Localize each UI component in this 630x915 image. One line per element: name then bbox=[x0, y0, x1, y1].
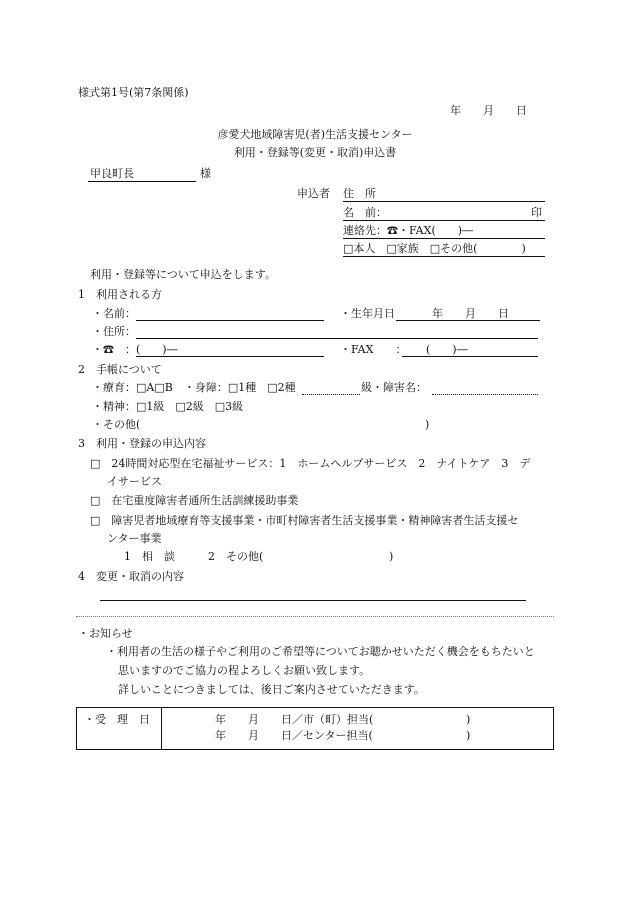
reception-label: ・受 理 日 bbox=[84, 713, 150, 726]
section3-heading: 3 利用・登録の申込内容 bbox=[78, 437, 206, 450]
form-title-line2: 利用・登録等(変更・取消)申込書 bbox=[233, 146, 397, 159]
applicant-contact: 連絡先：☎・FAX( )― bbox=[343, 224, 474, 237]
applicant-relation-underline bbox=[343, 256, 545, 257]
reception-center-close: ) bbox=[466, 729, 471, 742]
grade-field[interactable] bbox=[302, 394, 360, 395]
user-fax-value: ( )― bbox=[426, 343, 468, 356]
applicant-contact-field[interactable] bbox=[343, 238, 545, 239]
reception-city-close: ) bbox=[466, 713, 471, 726]
reception-center-row[interactable]: 年 月 日／センター担当( bbox=[215, 729, 373, 742]
disability-name-field[interactable] bbox=[432, 394, 538, 395]
applicant-address-field[interactable] bbox=[343, 201, 545, 202]
support-choice-label[interactable]: 1 相 談 2 その他( bbox=[124, 550, 264, 563]
applicant-address-label: 住 所 bbox=[343, 187, 376, 200]
service-option-support[interactable]: □ 障害児者地域療育等支援事業・市町村障害者生活支援事業・精神障害者生活支援セ bbox=[90, 514, 519, 527]
user-address-field[interactable] bbox=[136, 338, 538, 339]
change-content-field[interactable] bbox=[100, 600, 526, 601]
addressee-underline bbox=[88, 181, 196, 182]
birthdate-field[interactable] bbox=[396, 320, 540, 321]
form-title-line1: 彦愛犬地域障害児(者)生活支援センター bbox=[217, 128, 413, 141]
addressee: 甲良町長 様 bbox=[90, 167, 211, 180]
handbook-line1[interactable]: ・療育：□A□B ・身障：□1種 □2種 bbox=[92, 381, 296, 394]
notice-line1: ・利用者の生活の様子やご利用のご希望等についてお聴かせいただく機会をもちたいと bbox=[106, 645, 535, 658]
form-number: 様式第1号(第7条関係) bbox=[78, 86, 189, 99]
service-option-support-cont: ンター事業 bbox=[107, 532, 162, 545]
service-option-24h[interactable]: □ 24時間対応型在宅福祉サービス：1 ホームヘルプサービス 2 ナイトケア 3 デ bbox=[90, 457, 531, 470]
birthdate-ymd: 年 月 日 bbox=[432, 307, 509, 320]
date-line: 年 月 日 bbox=[450, 104, 527, 117]
reception-city-row[interactable]: 年 月 日／市（町）担当( bbox=[215, 713, 374, 726]
user-phone-label: ・☎ ：( )― bbox=[92, 343, 178, 356]
notice-line2: 思いますのでご協力の程よろしくお願い致します。 bbox=[118, 664, 371, 677]
service-option-day-training[interactable]: □ 在宅重度障害者通所生活訓練援助事業 bbox=[90, 494, 299, 507]
notice-line3: 詳しいことにつきましては、後日ご案内させていただきます。 bbox=[118, 683, 425, 696]
user-name-field[interactable] bbox=[136, 320, 324, 321]
service-option-24h-cont: イサービス bbox=[107, 475, 162, 488]
applicant-relation-options[interactable]: □本人 □家族 □その他( ) bbox=[343, 242, 526, 255]
dotted-separator bbox=[76, 616, 554, 617]
user-address-label: ・住所： bbox=[92, 325, 136, 338]
user-phone-field[interactable] bbox=[136, 356, 324, 357]
handbook-line2[interactable]: ・精神：□1級 □2級 □3級 bbox=[92, 400, 244, 413]
section2-heading: 2 手帳について bbox=[78, 363, 162, 376]
birthdate-label: ・生年月日 bbox=[340, 307, 395, 320]
handbook-other-label: ・その他( bbox=[92, 418, 141, 431]
applicant-label: 申込者 bbox=[297, 187, 330, 200]
user-name-label: ・名前： bbox=[92, 307, 136, 320]
section1-heading: 1 利用される方 bbox=[78, 288, 162, 301]
handbook-line1-grade: 級・障害名： bbox=[361, 381, 427, 394]
applicant-name-label: 名 前： bbox=[343, 206, 387, 219]
seal-mark: 印 bbox=[531, 206, 542, 219]
notice-heading: ・お知らせ bbox=[78, 627, 133, 640]
applicant-name-field[interactable] bbox=[343, 220, 545, 221]
intro-text: 利用・登録等について申込をします。 bbox=[90, 268, 276, 281]
user-fax-field[interactable] bbox=[402, 356, 538, 357]
reception-divider bbox=[161, 708, 162, 749]
user-fax-label: ・FAX ： bbox=[340, 343, 407, 356]
section4-heading: 4 変更・取消の内容 bbox=[78, 570, 184, 583]
support-choice-close: ) bbox=[389, 550, 394, 563]
handbook-other-close: ) bbox=[425, 418, 430, 431]
